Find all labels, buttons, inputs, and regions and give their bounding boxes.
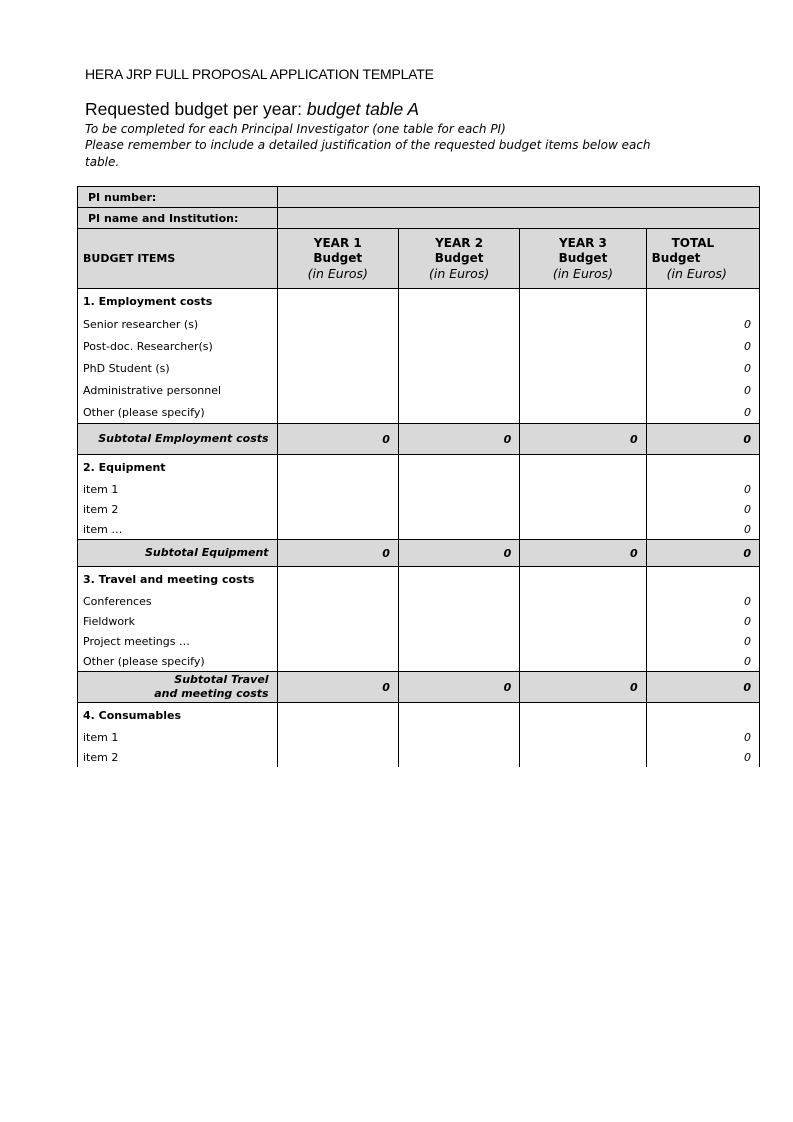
cell-year1[interactable] <box>277 401 398 424</box>
category-title: 1. Employment costs <box>78 289 278 314</box>
table-row <box>78 479 760 499</box>
item-total: 0 <box>646 313 759 335</box>
cell-year2[interactable] <box>398 567 519 592</box>
subtotal-row <box>78 424 760 455</box>
item-total: 0 <box>646 401 759 424</box>
item-label: Other (please specify) <box>78 401 278 424</box>
pi-name-field[interactable] <box>277 208 759 229</box>
section-equipment <box>78 455 760 567</box>
subtotal-row <box>78 540 760 567</box>
header-total-budget: Budget <box>651 251 701 265</box>
item-label: Senior researcher (s) <box>78 313 278 335</box>
cell-year2[interactable] <box>398 703 519 728</box>
header-year1 <box>277 229 398 289</box>
item-total: 0 <box>646 357 759 379</box>
cell-year1[interactable] <box>277 727 398 747</box>
cell-year3[interactable] <box>520 519 646 540</box>
header-year3-title: YEAR 3 <box>558 236 607 250</box>
subtotal-year3: 0 <box>520 672 646 703</box>
header-year3 <box>520 229 646 289</box>
cell-year3[interactable] <box>520 479 646 499</box>
budget-table <box>77 186 760 767</box>
subtotal-year2: 0 <box>398 540 519 567</box>
item-total: 0 <box>646 611 759 631</box>
section-title <box>85 99 419 120</box>
subtotal-year3: 0 <box>520 424 646 455</box>
cell-year3[interactable] <box>520 651 646 672</box>
cell-year2[interactable] <box>398 313 519 335</box>
subtotal-label-line1: Subtotal Travel <box>174 673 269 686</box>
subtotal-label <box>78 672 278 703</box>
cell-year1[interactable] <box>277 591 398 611</box>
cell-year2[interactable] <box>398 379 519 401</box>
subtotal-year1: 0 <box>277 672 398 703</box>
cell-year2[interactable] <box>398 519 519 540</box>
header-year1-title: YEAR 1 <box>313 236 362 250</box>
cell-year1[interactable] <box>277 611 398 631</box>
cell-year2[interactable] <box>398 747 519 767</box>
table-row <box>78 747 760 767</box>
header-total-title: TOTAL <box>671 236 715 250</box>
item-total: 0 <box>646 727 759 747</box>
header-year2-currency: (in Euros) <box>428 266 490 281</box>
table-row <box>78 379 760 401</box>
cell-year3[interactable] <box>520 335 646 357</box>
cell-year3[interactable] <box>520 747 646 767</box>
cell-year3[interactable] <box>520 499 646 519</box>
table-row <box>78 727 760 747</box>
cell-total <box>646 455 759 480</box>
cell-year3[interactable] <box>520 289 646 314</box>
item-label: item 2 <box>78 499 278 519</box>
subtotal-label: Subtotal Employment costs <box>78 424 278 455</box>
category-title: 4. Consumables <box>78 703 278 728</box>
cell-year2[interactable] <box>398 591 519 611</box>
table-row <box>78 401 760 424</box>
cell-year3[interactable] <box>520 591 646 611</box>
category-row <box>78 455 760 480</box>
header-year1-budget: Budget <box>313 251 363 265</box>
item-label: item 2 <box>78 747 278 767</box>
section-consumables <box>78 703 760 768</box>
header-year2 <box>398 229 519 289</box>
cell-year1[interactable] <box>277 567 398 592</box>
header-year3-currency: (in Euros) <box>552 266 614 281</box>
instruction-note-2: Please remember to include a detailed justification of the requested budget items below each table. <box>85 138 651 169</box>
subtotal-label-line2: and meeting costs <box>154 687 269 700</box>
item-label: PhD Student (s) <box>78 357 278 379</box>
cell-year2[interactable] <box>398 727 519 747</box>
subtotal-total: 0 <box>646 540 759 567</box>
cell-year1[interactable] <box>277 313 398 335</box>
pi-number-label: PI number: <box>78 187 278 208</box>
cell-year1[interactable] <box>277 357 398 379</box>
document-title: HERA JRP FULL PROPOSAL APPLICATION TEMPLATE <box>85 66 434 82</box>
item-label: Administrative personnel <box>78 379 278 401</box>
subtotal-year2: 0 <box>398 672 519 703</box>
item-total: 0 <box>646 631 759 651</box>
cell-year1[interactable] <box>277 379 398 401</box>
subtotal-year1: 0 <box>277 540 398 567</box>
cell-year3[interactable] <box>520 727 646 747</box>
cell-year1[interactable] <box>277 519 398 540</box>
pi-name-row <box>78 208 760 229</box>
item-label: Other (please specify) <box>78 651 278 672</box>
cell-year2[interactable] <box>398 455 519 480</box>
cell-year3[interactable] <box>520 379 646 401</box>
category-row <box>78 289 760 314</box>
cell-year2[interactable] <box>398 335 519 357</box>
cell-year1[interactable] <box>277 479 398 499</box>
cell-year1[interactable] <box>277 289 398 314</box>
table-row <box>78 335 760 357</box>
table-row <box>78 519 760 540</box>
cell-year1[interactable] <box>277 631 398 651</box>
section-travel <box>78 567 760 703</box>
item-total: 0 <box>646 335 759 357</box>
item-label: Fieldwork <box>78 611 278 631</box>
cell-year3[interactable] <box>520 313 646 335</box>
item-total: 0 <box>646 747 759 767</box>
pi-number-field[interactable] <box>277 187 759 208</box>
header-total-currency: (in Euros) <box>666 266 727 281</box>
section-employment <box>78 289 760 455</box>
item-total: 0 <box>646 379 759 401</box>
cell-year2[interactable] <box>398 289 519 314</box>
cell-year1[interactable] <box>277 703 398 728</box>
item-total: 0 <box>646 499 759 519</box>
table-row <box>78 591 760 611</box>
cell-total <box>646 567 759 592</box>
cell-year1[interactable] <box>277 455 398 480</box>
header-year2-budget: Budget <box>434 251 484 265</box>
header-year2-title: YEAR 2 <box>435 236 484 250</box>
pi-number-row <box>78 187 760 208</box>
cell-year2[interactable] <box>398 651 519 672</box>
header-budget-items: BUDGET ITEMS <box>78 229 278 289</box>
cell-year3[interactable] <box>520 567 646 592</box>
item-total: 0 <box>646 651 759 672</box>
table-row <box>78 611 760 631</box>
table-row <box>78 357 760 379</box>
cell-year2[interactable] <box>398 611 519 631</box>
cell-year2[interactable] <box>398 357 519 379</box>
subtotal-total: 0 <box>646 424 759 455</box>
pi-name-label: PI name and Institution: <box>78 208 278 229</box>
item-label: Post-doc. Researcher(s) <box>78 335 278 357</box>
cell-year3[interactable] <box>520 703 646 728</box>
header-year3-budget: Budget <box>558 251 608 265</box>
cell-year1[interactable] <box>277 335 398 357</box>
subtotal-label: Subtotal Equipment <box>78 540 278 567</box>
header-row <box>78 229 760 289</box>
table-row <box>78 651 760 672</box>
item-total: 0 <box>646 479 759 499</box>
subtotal-row <box>78 672 760 703</box>
cell-year3[interactable] <box>520 401 646 424</box>
cell-year3[interactable] <box>520 357 646 379</box>
item-label: item 1 <box>78 479 278 499</box>
table-row <box>78 631 760 651</box>
cell-year3[interactable] <box>520 611 646 631</box>
cell-total <box>646 703 759 728</box>
item-total: 0 <box>646 519 759 540</box>
subtotal-year1: 0 <box>277 424 398 455</box>
cell-year2[interactable] <box>398 479 519 499</box>
cell-year2[interactable] <box>398 631 519 651</box>
header-year1-currency: (in Euros) <box>307 266 368 281</box>
table-row <box>78 499 760 519</box>
subtotal-total: 0 <box>646 672 759 703</box>
header-total <box>646 229 759 289</box>
item-total: 0 <box>646 591 759 611</box>
category-row <box>78 567 760 592</box>
section-title-plain: Requested budget per year: <box>85 99 302 119</box>
subtotal-year2: 0 <box>398 424 519 455</box>
cell-year3[interactable] <box>520 631 646 651</box>
cell-year2[interactable] <box>398 499 519 519</box>
section-title-italic: budget table A <box>306 99 420 119</box>
instruction-note-1: To be completed for each Principal Investigator (one table for each PI) <box>85 122 506 136</box>
item-label: item 1 <box>78 727 278 747</box>
item-label: Project meetings … <box>78 631 278 651</box>
cell-year1[interactable] <box>277 499 398 519</box>
subtotal-year3: 0 <box>520 540 646 567</box>
table-row <box>78 313 760 335</box>
category-title: 2. Equipment <box>78 455 278 480</box>
cell-total <box>646 289 759 314</box>
category-title: 3. Travel and meeting costs <box>78 567 278 592</box>
cell-year3[interactable] <box>520 455 646 480</box>
item-label: item … <box>78 519 278 540</box>
cell-year2[interactable] <box>398 401 519 424</box>
category-row <box>78 703 760 728</box>
cell-year1[interactable] <box>277 747 398 767</box>
cell-year1[interactable] <box>277 651 398 672</box>
item-label: Conferences <box>78 591 278 611</box>
